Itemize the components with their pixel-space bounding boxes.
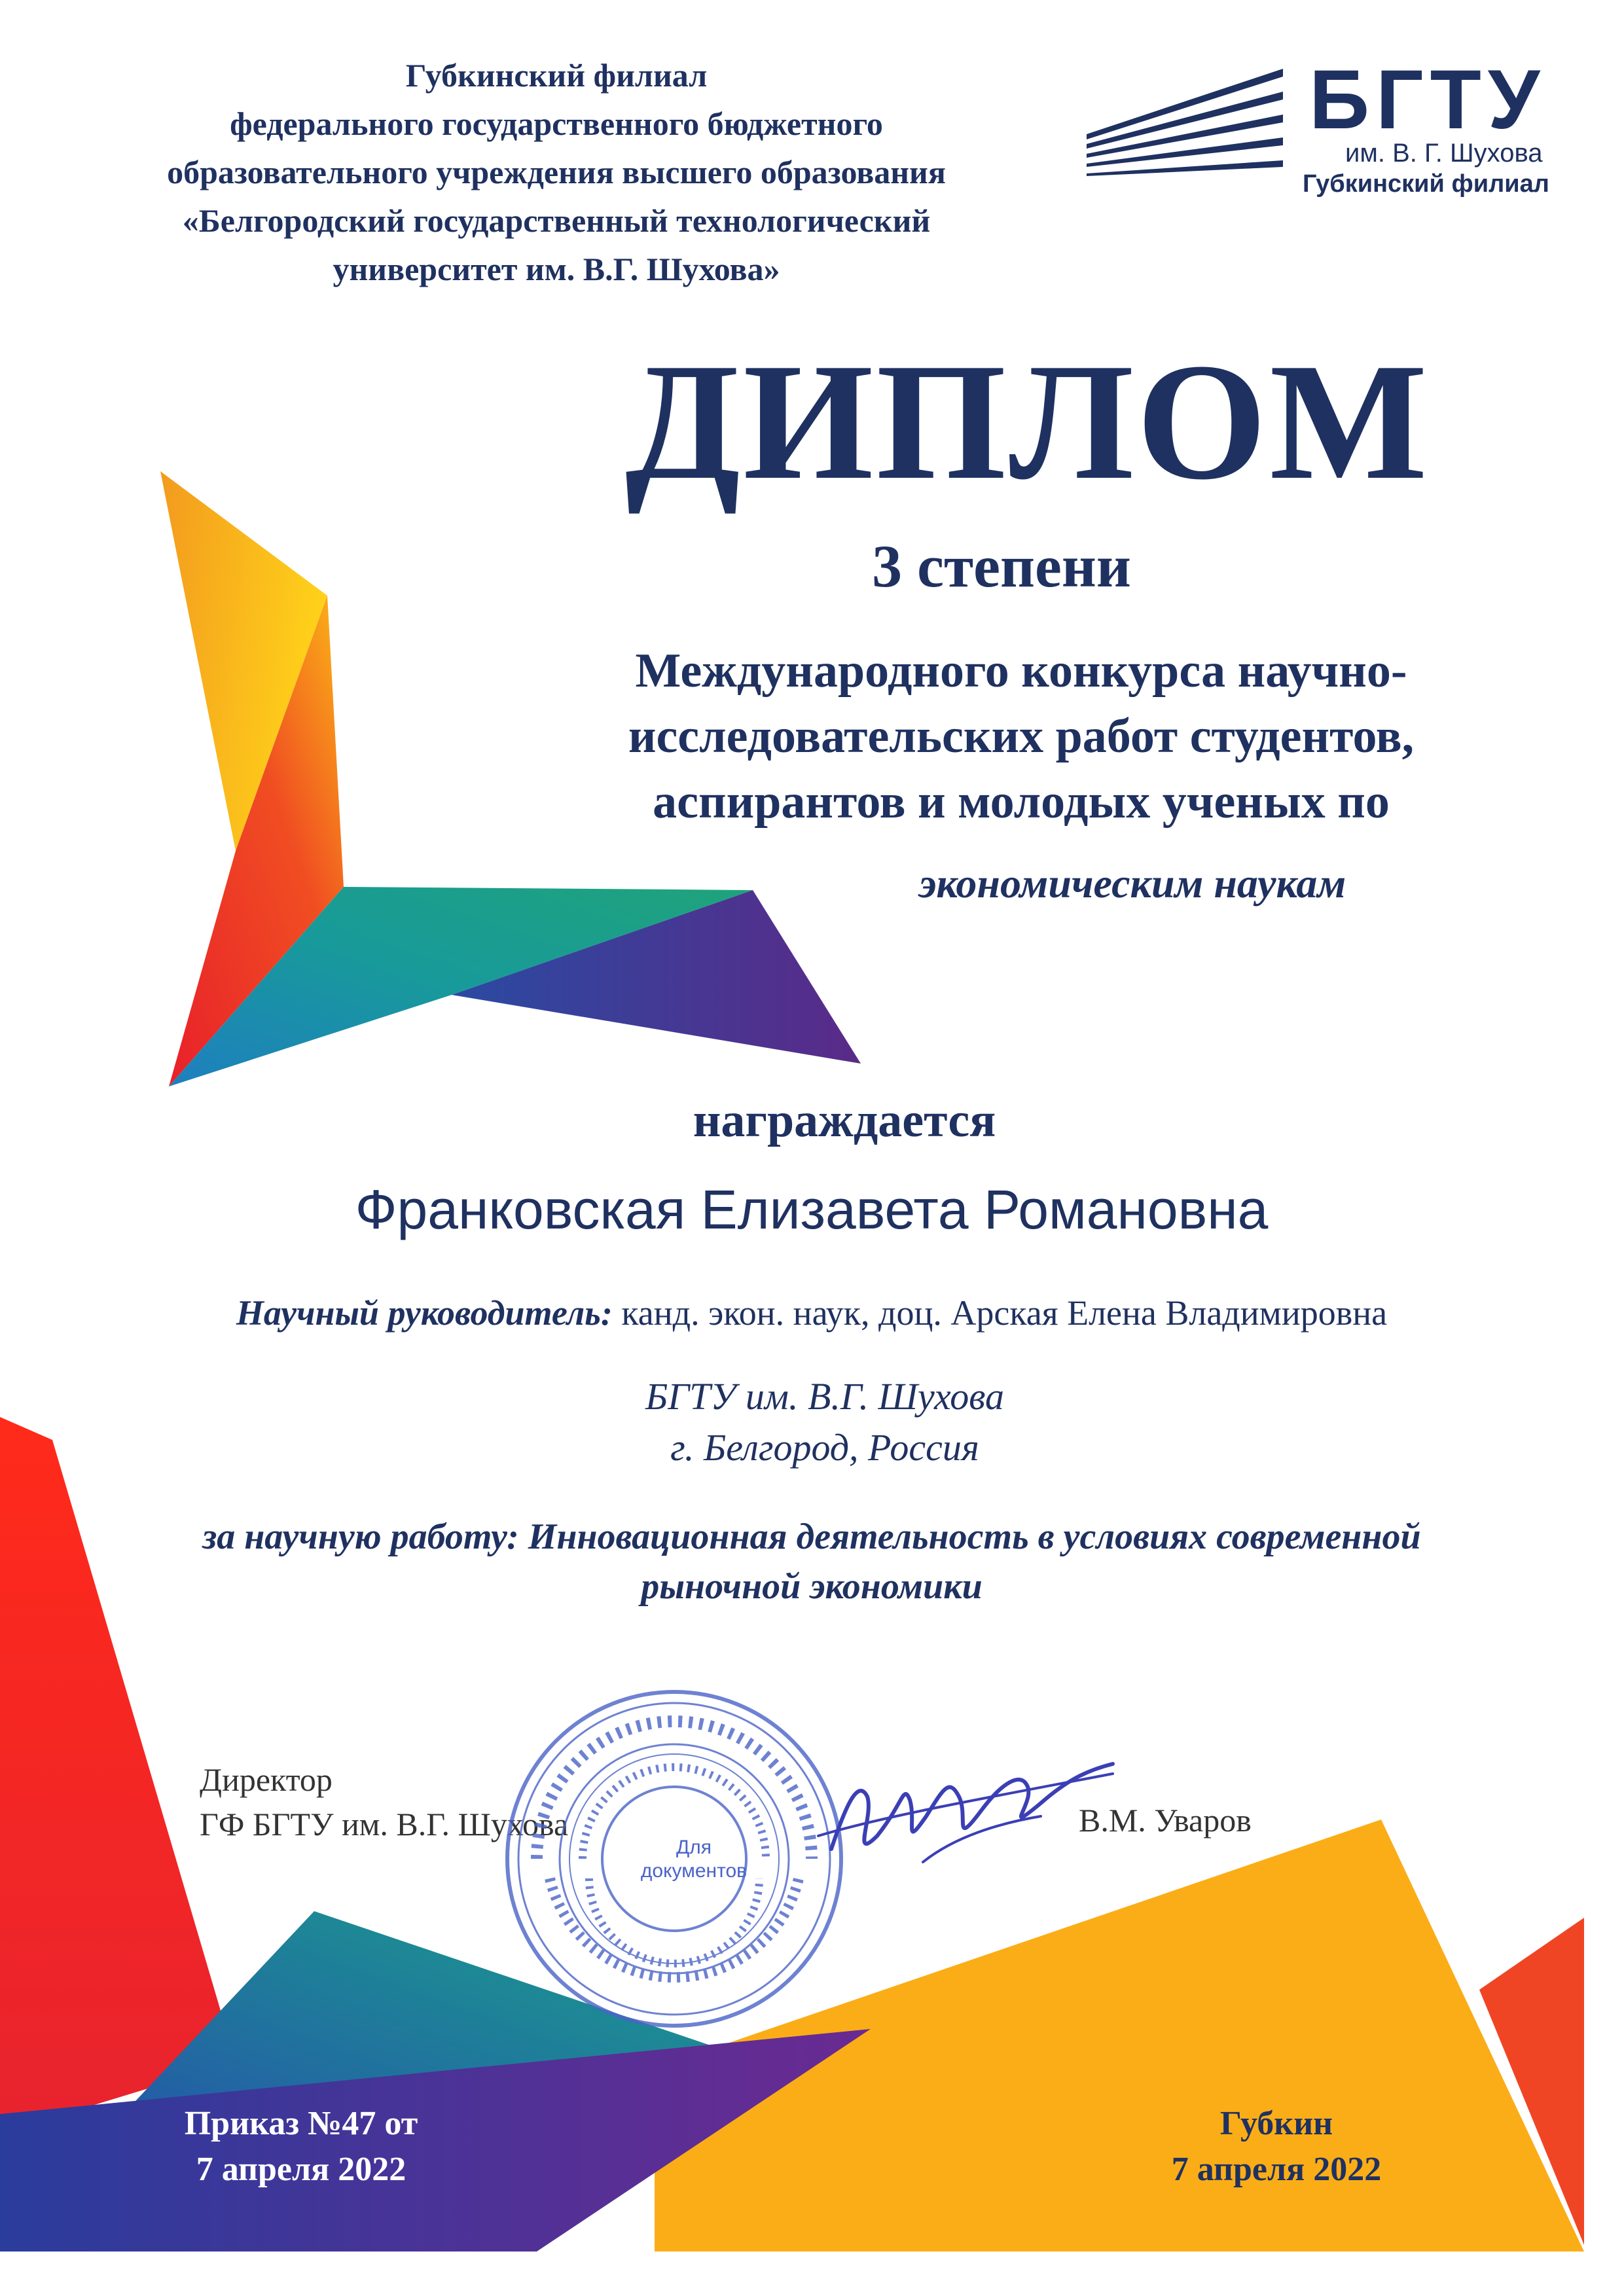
contest-line: Международного конкурса научно- — [635, 644, 1407, 698]
university-name: БГТУ им. В.Г. Шухова — [645, 1375, 1005, 1418]
official-stamp-icon — [497, 1682, 851, 2036]
supervisor-label: Научный руководитель: — [236, 1293, 613, 1333]
order-date: 7 апреля 2022 — [196, 2151, 406, 2188]
order-reference — [131, 2101, 471, 2193]
institution-line: университет им. В.Г. Шухова» — [333, 251, 780, 287]
director-line: ГФ БГТУ им. В.Г. Шухова — [200, 1806, 569, 1842]
issue-date: 7 апреля 2022 — [1171, 2151, 1382, 2188]
director-line: Директор — [200, 1761, 333, 1798]
director-signature — [805, 1738, 1119, 1875]
institution-header — [79, 51, 1034, 293]
work-title — [52, 1512, 1571, 1611]
supervisor-value: канд. экон. наук, доц. Арская Елена Владимировна — [612, 1293, 1388, 1333]
institution-line: федерального государственного бюджетного — [230, 105, 883, 142]
diploma-title: ДИПЛОМ — [625, 329, 1430, 514]
contest-name — [458, 638, 1584, 834]
contest-line: аспирантов и молодых ученых по — [653, 775, 1390, 829]
contest-line: исследовательских работ студентов, — [628, 709, 1415, 763]
director-name: В.М. Уваров — [1079, 1802, 1252, 1839]
work-title-line: за научную работу: Инновационная деятельность в условиях современной — [202, 1516, 1421, 1557]
institution-line: образовательного учреждения высшего образования — [167, 154, 946, 190]
institution-line: «Белгородский государственный технологический — [182, 202, 931, 239]
logo-title: БГТУ — [1309, 53, 1547, 147]
diploma-degree: 3 степени — [872, 533, 1131, 600]
institution-line: Губкинский филиал — [405, 57, 708, 94]
issue-place-date — [1126, 2101, 1427, 2193]
logo-subtitle: им. В. Г. Шухова — [1345, 139, 1543, 168]
logo-branch: Губкинский филиал — [1303, 170, 1549, 198]
recipient-name: Франковская Елизавета Романовна — [355, 1179, 1269, 1240]
awarded-label: награждается — [693, 1094, 996, 1147]
contest-field: экономическим наукам — [918, 860, 1346, 906]
university-city: г. Белгород, Россия — [670, 1426, 979, 1469]
order-number: Приказ №47 от — [184, 2105, 418, 2142]
stamp-center-text: документов — [640, 1860, 748, 1882]
stamp-center-text: Для — [676, 1837, 712, 1858]
work-title-line: рыночной экономики — [641, 1566, 983, 1607]
supervisor-line — [39, 1293, 1584, 1333]
issue-city: Губкин — [1219, 2105, 1333, 2142]
university-block — [458, 1371, 1191, 1473]
